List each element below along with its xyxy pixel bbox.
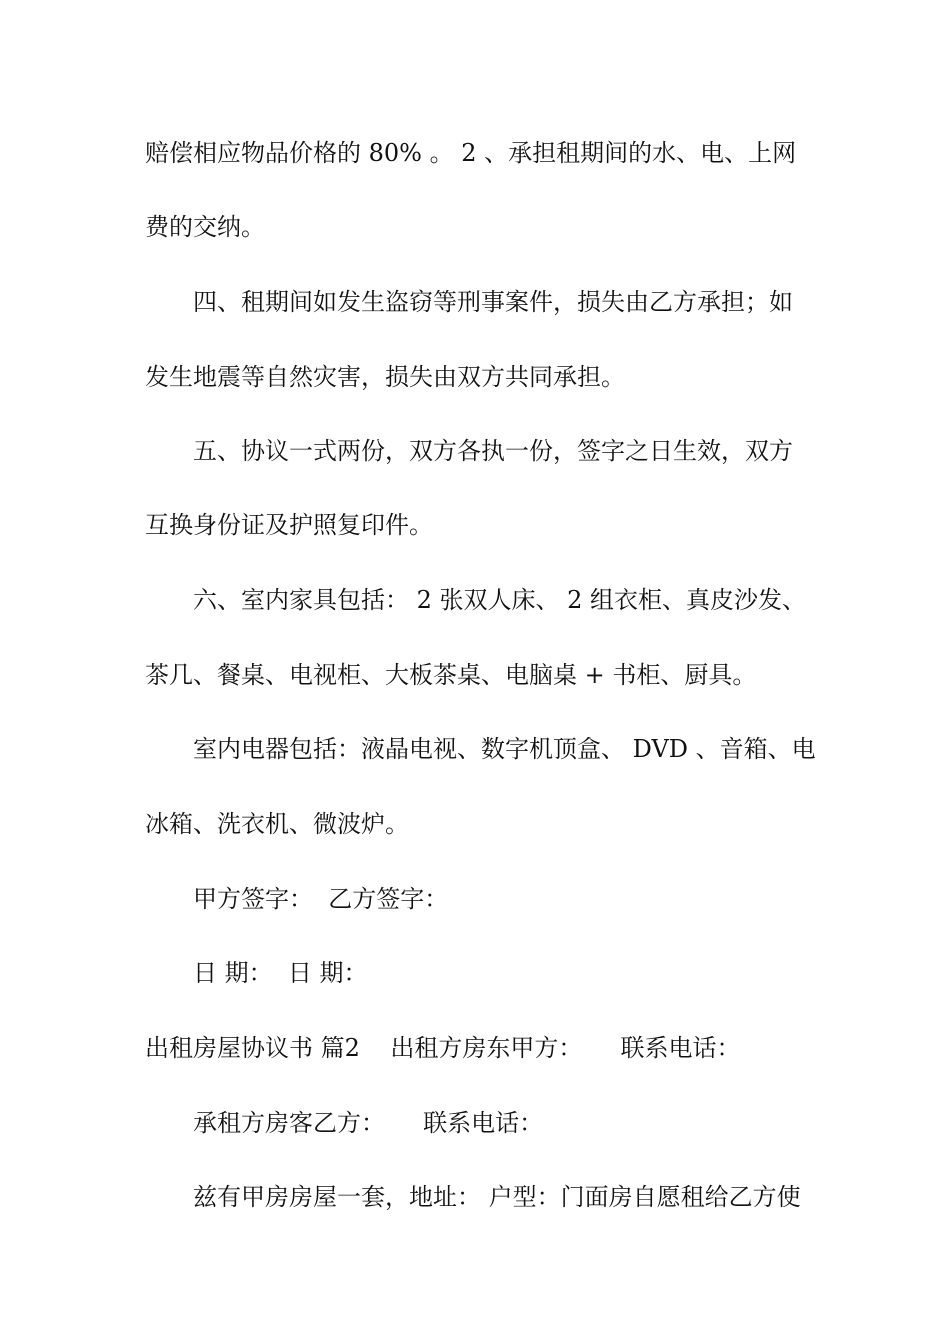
appliances-line-2: 冰箱、洗衣机、微波炉。: [145, 810, 409, 838]
paragraph-4-line-2: 发生地震等自然灾害，损失由双方共同承担。: [145, 363, 625, 391]
appliances-line-1: 室内电器包括：液晶电视、数字机顶盒、 DVD 、音箱、电: [193, 735, 816, 763]
signature-line: 甲方签字： 乙方签字：: [193, 885, 449, 913]
property-line: 兹有甲房房屋一套，地址： 户型：门面房自愿租给乙方使: [193, 1183, 801, 1211]
paragraph-6-line-2: 茶几、餐桌、电视柜、大板茶桌、电脑桌 + 书柜、厨具。: [145, 661, 757, 689]
paragraph-6-line-1: 六、室内家具包括： 2 张双人床、 2 组衣柜、真皮沙发、: [193, 586, 807, 614]
tenant-line: 承租方房客乙方： 联系电话：: [193, 1109, 544, 1137]
paragraph-4-line-1: 四、租期间如发生盗窃等刑事案件，损失由乙方承担；如: [193, 288, 793, 316]
paragraph-5-line-2: 互换身份证及护照复印件。: [145, 511, 433, 539]
date-line: 日 期： 日 期：: [193, 959, 368, 987]
section-heading-line: 出租房屋协议书 篇2 出租方房东甲方： 联系电话：: [145, 1034, 741, 1062]
text-line-2: 费的交纳。: [145, 213, 265, 241]
text-line-1: 赔偿相应物品价格的 80% 。 2 、承担租期间的水、电、上网: [145, 139, 797, 167]
paragraph-5-line-1: 五、协议一式两份，双方各执一份，签字之日生效，双方: [193, 437, 793, 465]
